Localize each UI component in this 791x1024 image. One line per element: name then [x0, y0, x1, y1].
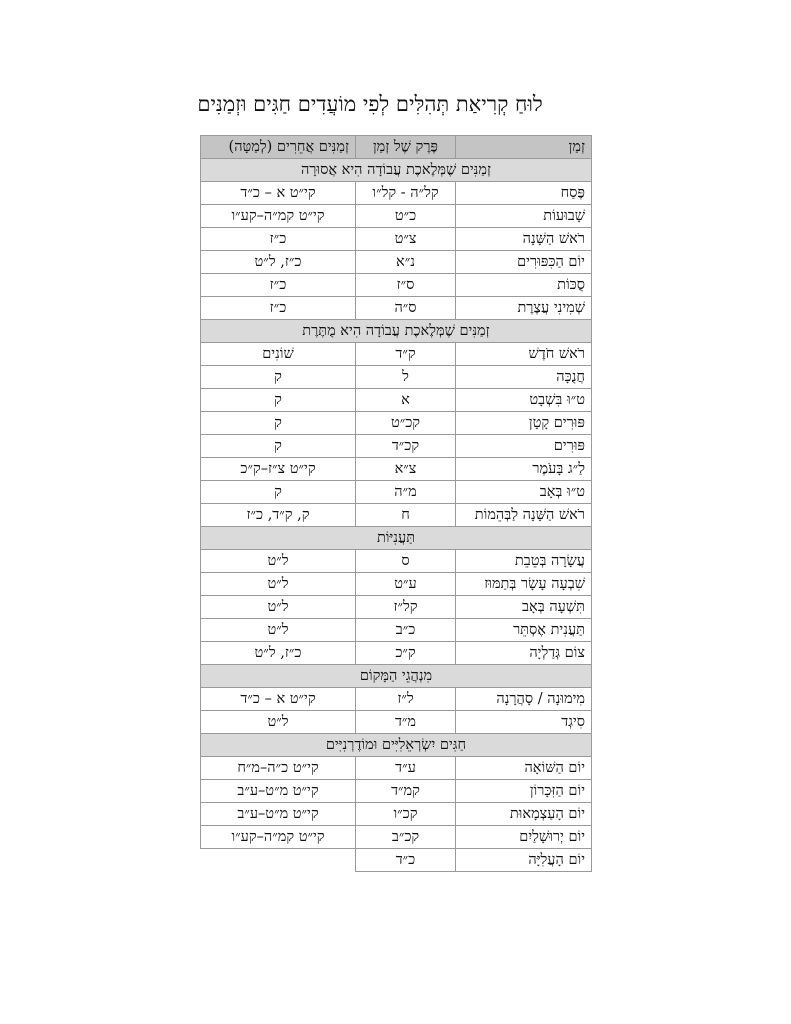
- time-cell: לַ״ג בָּעֹמֶר: [456, 458, 592, 481]
- chapter-cell: כ״ד: [356, 849, 456, 872]
- other-times-cell: קי״ט קמ״ה–קע״ו: [201, 826, 356, 849]
- chapter-cell: ל״ז: [356, 688, 456, 711]
- section-header-row: [201, 320, 592, 343]
- table-header-row: [201, 136, 592, 159]
- section-header-row: [201, 527, 592, 550]
- chapter-cell: כ״ט: [356, 205, 456, 228]
- other-times-cell: קי״ט קמ״ה–קע״ו: [201, 205, 356, 228]
- column-header-other-times: זְמַנִּים אֲחֵרִים (לְמַטָּה): [201, 136, 356, 159]
- time-cell: עֲשָׂרָה בְּטֵבֵת: [456, 550, 592, 573]
- time-cell: פּוּרִים: [456, 435, 592, 458]
- chapter-cell: קכ״ו: [356, 803, 456, 826]
- psalms-schedule-table: [200, 135, 592, 872]
- other-times-cell: ק: [201, 435, 356, 458]
- table-row: [201, 849, 592, 872]
- other-times-cell: קי״ט א – כ״ד: [201, 688, 356, 711]
- chapter-cell: ס: [356, 550, 456, 573]
- column-header-time: זְמַן: [456, 136, 592, 159]
- time-cell: פֶּסַח: [456, 182, 592, 205]
- table-row: [201, 366, 592, 389]
- table-row: [201, 481, 592, 504]
- time-cell: ט״וּ בְּאָב: [456, 481, 592, 504]
- other-times-cell: כ״ז, ל״ט: [201, 642, 356, 665]
- chapter-cell: נ״א: [356, 251, 456, 274]
- other-times-cell: ל״ט: [201, 550, 356, 573]
- other-times-cell: קי״ט מ״ט–ע״ב: [201, 780, 356, 803]
- time-cell: יוֹם הַזִּכָּרוֹן: [456, 780, 592, 803]
- chapter-cell: קכ״ב: [356, 826, 456, 849]
- chapter-cell: ס״ז: [356, 274, 456, 297]
- chapter-cell: ע״ד: [356, 757, 456, 780]
- section-heading: חַגִּים יִשְׂרְאֵלִיִּים וּמוֹדֶרְנִיִּים: [201, 734, 592, 757]
- time-cell: תַּעֲנִית אֶסְתֵּר: [456, 619, 592, 642]
- other-times-cell: [201, 849, 356, 872]
- other-times-cell: שׁוֹנִים: [201, 343, 356, 366]
- chapter-cell: ס״ה: [356, 297, 456, 320]
- other-times-cell: קי״ט כ״ה–מ״ח: [201, 757, 356, 780]
- table-row: [201, 596, 592, 619]
- table-row: [201, 274, 592, 297]
- other-times-cell: קי״ט מ״ט–ע״ב: [201, 803, 356, 826]
- section-header-row: [201, 734, 592, 757]
- chapter-cell: קכ״ט: [356, 412, 456, 435]
- time-cell: סֻכּוֹת: [456, 274, 592, 297]
- time-cell: יוֹם הָעַצְמָאוּת: [456, 803, 592, 826]
- other-times-cell: ל״ט: [201, 596, 356, 619]
- table-row: [201, 550, 592, 573]
- table-row: [201, 619, 592, 642]
- other-times-cell: ל״ט: [201, 619, 356, 642]
- table-row: [201, 228, 592, 251]
- time-cell: רֹאשׁ הַשָּׁנָה לַבְּהֵמוֹת: [456, 504, 592, 527]
- chapter-cell: מ״ד: [356, 711, 456, 734]
- section-heading: זְמַנִּים שֶׁמְּלֶאכֶת עֲבוֹדָה הִיא אֲסוּרָה: [201, 159, 592, 182]
- chapter-cell: מ״ה: [356, 481, 456, 504]
- table-row: [201, 688, 592, 711]
- time-cell: צוֹם גְּדַלְיָה: [456, 642, 592, 665]
- time-cell: יוֹם הַשּׁוֹאָה: [456, 757, 592, 780]
- table-row: [201, 504, 592, 527]
- table-row: [201, 826, 592, 849]
- table-row: [201, 412, 592, 435]
- chapter-cell: ע״ט: [356, 573, 456, 596]
- table-row: [201, 573, 592, 596]
- chapter-cell: קמ״ד: [356, 780, 456, 803]
- time-cell: חֲנֻכָּה: [456, 366, 592, 389]
- table-row: [201, 642, 592, 665]
- other-times-cell: ל״ט: [201, 573, 356, 596]
- time-cell: יוֹם הָעֲלִיָּה: [456, 849, 592, 872]
- time-cell: יוֹם יְרוּשָׁלַיִם: [456, 826, 592, 849]
- section-heading: זְמַנִּים שֶׁמְּלֶאכֶת עֲבוֹדָה הִיא מֻתֶּרֶת: [201, 320, 592, 343]
- chapter-cell: ל: [356, 366, 456, 389]
- time-cell: פּוּרִים קָטָן: [456, 412, 592, 435]
- table-row: [201, 711, 592, 734]
- section-header-row: [201, 665, 592, 688]
- chapter-cell: קל״ה - קל״ו: [356, 182, 456, 205]
- time-cell: שִׁבְעָה עָשָׂר בְּתַמּוּז: [456, 573, 592, 596]
- chapter-cell: קכ״ד: [356, 435, 456, 458]
- table-row: [201, 757, 592, 780]
- other-times-cell: כ״ז, ל״ט: [201, 251, 356, 274]
- other-times-cell: כ״ז: [201, 228, 356, 251]
- table-row: [201, 182, 592, 205]
- chapter-cell: כ״ב: [356, 619, 456, 642]
- other-times-cell: ל״ט: [201, 711, 356, 734]
- chapter-cell: צ״א: [356, 458, 456, 481]
- table-row: [201, 205, 592, 228]
- chapter-cell: ק״כ: [356, 642, 456, 665]
- time-cell: מִימוּנָה / סָהֲרָנָה: [456, 688, 592, 711]
- table-row: [201, 297, 592, 320]
- other-times-cell: ק: [201, 366, 356, 389]
- chapter-cell: א: [356, 389, 456, 412]
- chapter-cell: ק״ד: [356, 343, 456, 366]
- time-cell: שְׁמִינִי עֲצֶרֶת: [456, 297, 592, 320]
- other-times-cell: כ״ז: [201, 274, 356, 297]
- section-header-row: [201, 159, 592, 182]
- time-cell: שָׁבוּעוֹת: [456, 205, 592, 228]
- section-heading: תַּעֲנִיּוֹת: [201, 527, 592, 550]
- page-title: לוּחַ קְרִיאַת תְּהִלִּים לְפִי מוֹעֲדִים חַגִּים וּזְמַנִּים: [197, 92, 543, 116]
- other-times-cell: ק: [201, 389, 356, 412]
- time-cell: ט״וּ בִּשְׁבָט: [456, 389, 592, 412]
- time-cell: תִּשְׁעָה בְּאָב: [456, 596, 592, 619]
- other-times-cell: כ״ז: [201, 297, 356, 320]
- other-times-cell: ק: [201, 412, 356, 435]
- table-body: [201, 159, 592, 872]
- chapter-cell: צ״ט: [356, 228, 456, 251]
- chapter-cell: קל״ז: [356, 596, 456, 619]
- table-row: [201, 435, 592, 458]
- table-row: [201, 343, 592, 366]
- other-times-cell: ק: [201, 481, 356, 504]
- other-times-cell: קי״ט א – כ״ד: [201, 182, 356, 205]
- time-cell: רֹאשׁ חֹדֶשׁ: [456, 343, 592, 366]
- column-header-chapter: פֶּרֶק שֶׁל זְמַן: [356, 136, 456, 159]
- section-heading: מִנְהֲגֵי הַמָּקוֹם: [201, 665, 592, 688]
- other-times-cell: ק, ק״ד, כ״ז: [201, 504, 356, 527]
- table-row: [201, 803, 592, 826]
- table-row: [201, 251, 592, 274]
- time-cell: סִיגְד: [456, 711, 592, 734]
- table-row: [201, 458, 592, 481]
- other-times-cell: קי״ט צ״ז–ק״כ: [201, 458, 356, 481]
- time-cell: יוֹם הַכִּפּוּרִים: [456, 251, 592, 274]
- chapter-cell: ח: [356, 504, 456, 527]
- time-cell: רֹאשׁ הַשָּׁנָה: [456, 228, 592, 251]
- table-row: [201, 780, 592, 803]
- table-row: [201, 389, 592, 412]
